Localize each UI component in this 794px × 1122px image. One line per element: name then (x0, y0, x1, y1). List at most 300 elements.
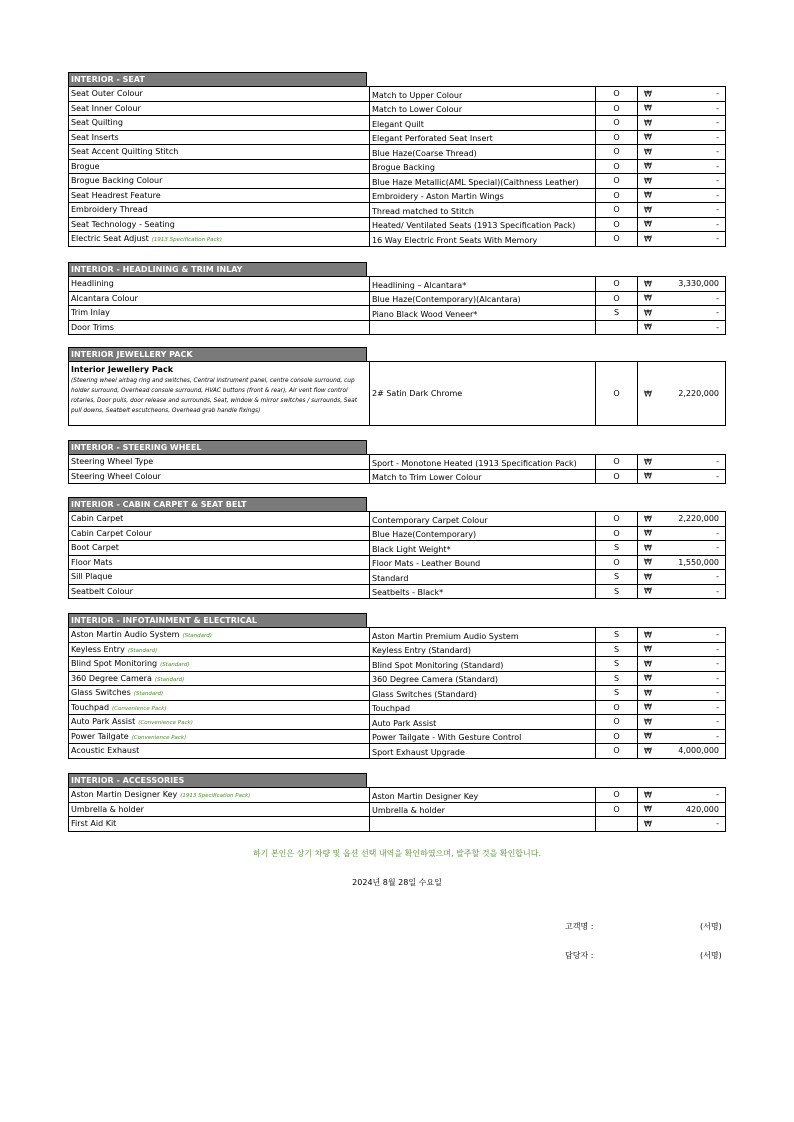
option-item-cell (69, 469, 370, 484)
table-row (69, 130, 726, 145)
option-choice: Match to Lower Colour (370, 101, 596, 116)
option-item-cell (69, 642, 370, 657)
option-item: Aston Martin Designer Key (71, 790, 178, 800)
won-symbol: ₩ (644, 543, 652, 553)
option-price-cell (638, 671, 726, 686)
option-code: O (596, 715, 638, 730)
table-row (69, 555, 726, 570)
option-price: - (716, 819, 719, 829)
option-item-cell (69, 174, 370, 189)
jewellery-item-cell (69, 362, 370, 426)
won-symbol: ₩ (644, 205, 652, 215)
option-price-cell (638, 188, 726, 203)
table-row (69, 306, 726, 321)
table-row (69, 628, 726, 643)
option-note: (Standard) (182, 633, 212, 640)
option-item: Glass Switches (71, 688, 131, 698)
option-item: Power Tailgate (71, 731, 129, 741)
option-item: Cabin Carpet (71, 514, 124, 524)
option-price: - (716, 161, 719, 171)
option-item: Blind Spot Monitoring (71, 659, 158, 669)
option-choice: Piano Black Wood Veneer* (370, 306, 596, 321)
option-price-cell (638, 555, 726, 570)
option-price-cell (638, 469, 726, 484)
option-item-cell (69, 817, 370, 832)
section-jewellery (68, 347, 725, 426)
option-item: Keyless Entry (71, 644, 125, 654)
option-code: O (596, 744, 638, 759)
option-choice (370, 817, 596, 832)
option-price: - (716, 132, 719, 142)
option-price: - (716, 322, 719, 332)
option-item-cell (69, 802, 370, 817)
option-price-cell (638, 291, 726, 306)
option-item-cell (69, 788, 370, 803)
option-code: S (596, 570, 638, 585)
table-row (69, 642, 726, 657)
section-title: INTERIOR - SEAT (68, 72, 367, 86)
option-choice: Standard (370, 570, 596, 585)
option-code: O (596, 277, 638, 292)
option-price: - (716, 644, 719, 654)
option-code: O (596, 455, 638, 470)
option-price-cell (638, 628, 726, 643)
option-item: Electric Seat Adjust (71, 234, 149, 244)
option-item: Seat Quilting (71, 118, 123, 128)
option-choice: Brogue Backing (370, 159, 596, 174)
option-choice: Elegant Perforated Seat Insert (370, 130, 596, 145)
option-choice: Heated/ Ventilated Seats (1913 Specification Pack) (370, 217, 596, 232)
won-symbol: ₩ (644, 147, 652, 157)
option-note: (1913 Specification Pack) (180, 793, 251, 800)
option-item-cell (69, 217, 370, 232)
option-price: - (716, 89, 719, 99)
won-symbol: ₩ (644, 457, 652, 467)
option-item-cell (69, 555, 370, 570)
option-note: (Standard) (154, 676, 185, 683)
table-row (69, 671, 726, 686)
section-title: INTERIOR - INFOTAINMENT & ELECTRICAL (68, 613, 367, 627)
table-row (69, 817, 726, 832)
option-item: Seatbelt Colour (71, 586, 133, 596)
option-item-cell (69, 320, 370, 335)
won-symbol: ₩ (644, 731, 652, 741)
option-note: (Convenience Pack) (112, 705, 167, 712)
option-code: O (596, 159, 638, 174)
option-price-cell (638, 642, 726, 657)
option-choice: Blue Haze(Coarse Thread) (370, 145, 596, 160)
option-choice: Contemporary Carpet Colour (370, 512, 596, 527)
option-price: - (716, 205, 719, 215)
jewellery-item-title: Interior Jewellery Pack (71, 365, 174, 374)
option-choice: Black Light Weight* (370, 541, 596, 556)
table-row (69, 217, 726, 232)
steering-table (68, 454, 726, 484)
option-code: S (596, 541, 638, 556)
won-symbol: ₩ (644, 702, 652, 712)
option-item: Aston Martin Audio System (71, 630, 180, 640)
option-price: 2,220,000 (678, 514, 719, 524)
option-item-cell (69, 101, 370, 116)
option-item-cell (69, 657, 370, 672)
table-row (69, 188, 726, 203)
option-price: 1,550,000 (678, 557, 719, 567)
option-item-cell (69, 526, 370, 541)
won-symbol: ₩ (644, 279, 652, 289)
option-item-cell (69, 232, 370, 247)
table-row (69, 570, 726, 585)
option-price-cell (638, 116, 726, 131)
option-item: Auto Park Assist (71, 717, 136, 727)
option-item-cell (69, 570, 370, 585)
option-choice: Sport - Monotone Heated (1913 Specification Pack) (370, 455, 596, 470)
won-symbol: ₩ (644, 219, 652, 229)
option-price-cell (638, 817, 726, 832)
option-item-cell (69, 159, 370, 174)
option-item-cell (69, 715, 370, 730)
option-choice: Umbrella & holder (370, 802, 596, 817)
option-item-cell (69, 277, 370, 292)
option-price-cell (638, 788, 726, 803)
option-code: S (596, 642, 638, 657)
option-item: Seat Accent Quilting Stitch (71, 147, 179, 157)
option-item-cell (69, 455, 370, 470)
option-item-cell (69, 130, 370, 145)
table-row (69, 584, 726, 599)
option-price-cell (638, 320, 726, 335)
won-symbol: ₩ (644, 389, 652, 398)
won-symbol: ₩ (644, 176, 652, 186)
table-row (69, 700, 726, 715)
option-price: - (716, 688, 719, 698)
option-note: (1913 Specification Pack) (151, 237, 222, 244)
option-price-cell (638, 203, 726, 218)
option-item: Seat Inserts (71, 132, 119, 142)
option-code (596, 320, 638, 335)
option-price: 420,000 (685, 804, 719, 814)
option-price: - (716, 717, 719, 727)
option-code: O (596, 217, 638, 232)
option-price-cell (638, 686, 726, 701)
option-choice: Seatbelts - Black* (370, 584, 596, 599)
option-choice: Floor Mats - Leather Bound (370, 555, 596, 570)
table-row (69, 715, 726, 730)
won-symbol: ₩ (644, 308, 652, 318)
option-price-cell (638, 541, 726, 556)
option-note: (Standard) (160, 662, 190, 669)
option-item-cell (69, 306, 370, 321)
option-price: - (716, 673, 719, 683)
seat-table (68, 86, 726, 247)
option-item-cell (69, 87, 370, 102)
table-row (69, 469, 726, 484)
option-code: S (596, 686, 638, 701)
option-item: Acoustic Exhaust (71, 746, 140, 756)
won-symbol: ₩ (644, 673, 652, 683)
option-price-cell (638, 130, 726, 145)
option-choice: Aston Martin Premium Audio System (370, 628, 596, 643)
option-price: - (716, 176, 719, 186)
table-row (69, 657, 726, 672)
option-price: - (716, 702, 719, 712)
confirmation-statement: 하기 본인은 상기 차량 및 옵션 선택 내역을 확인하였으며, 발주할 것을 확인합니다. (252, 849, 542, 858)
table-row (69, 159, 726, 174)
won-symbol: ₩ (644, 746, 652, 756)
option-item-cell (69, 686, 370, 701)
option-item: Steering Wheel Colour (71, 471, 161, 481)
won-symbol: ₩ (644, 132, 652, 142)
section-infotainment (68, 613, 725, 759)
option-choice: Sport Exhaust Upgrade (370, 744, 596, 759)
jewellery-table (68, 361, 726, 426)
table-row (69, 744, 726, 759)
option-choice: Aston Martin Designer Key (370, 788, 596, 803)
option-note: (Convenience Pack) (138, 720, 193, 727)
option-item: Trim Inlay (71, 308, 110, 318)
won-symbol: ₩ (644, 557, 652, 567)
customer-label: 고객명 : (565, 922, 594, 931)
option-item: Floor Mats (71, 557, 113, 567)
option-choice: 16 Way Electric Front Seats With Memory (370, 232, 596, 247)
option-price: - (716, 471, 719, 481)
option-choice: Blue Haze Metallic(AML Special)(Caithness Leather) (370, 174, 596, 189)
customer-signature-placeholder: (서명) (700, 922, 722, 931)
won-symbol: ₩ (644, 161, 652, 171)
option-item: Seat Outer Colour (71, 89, 143, 99)
option-choice: Match to Upper Colour (370, 87, 596, 102)
carpet-table (68, 511, 726, 599)
won-symbol: ₩ (644, 717, 652, 727)
infotainment-table (68, 627, 726, 759)
option-price-cell (638, 584, 726, 599)
option-note: (Standard) (127, 647, 158, 654)
option-price: 4,000,000 (678, 746, 719, 756)
option-price: - (716, 457, 719, 467)
option-choice: Blind Spot Monitoring (Standard) (370, 657, 596, 672)
option-price-cell (638, 744, 726, 759)
option-code: O (596, 729, 638, 744)
option-code: O (596, 116, 638, 131)
option-price: - (716, 630, 719, 640)
won-symbol: ₩ (644, 89, 652, 99)
option-item-cell (69, 671, 370, 686)
table-row (69, 788, 726, 803)
option-price: - (716, 572, 719, 582)
table-row (69, 87, 726, 102)
option-code: O (596, 174, 638, 189)
table-row (69, 291, 726, 306)
option-item-cell (69, 700, 370, 715)
table-row (69, 541, 726, 556)
table-row (69, 455, 726, 470)
option-choice: Blue Haze(Contemporary)(Alcantara) (370, 291, 596, 306)
option-item-cell (69, 512, 370, 527)
option-code (596, 817, 638, 832)
option-price: - (716, 103, 719, 113)
option-item: Sill Plaque (71, 572, 113, 582)
option-code: S (596, 306, 638, 321)
option-item: Seat Inner Colour (71, 103, 141, 113)
option-item: Headlining (71, 279, 114, 289)
option-choice: Elegant Quilt (370, 116, 596, 131)
table-row (69, 174, 726, 189)
table-row (69, 729, 726, 744)
option-price-cell (638, 217, 726, 232)
table-row (69, 145, 726, 160)
option-code: O (596, 87, 638, 102)
option-choice: Touchpad (370, 700, 596, 715)
option-price-cell (638, 306, 726, 321)
option-price: - (716, 293, 719, 303)
option-price: 3,330,000 (678, 279, 719, 289)
won-symbol: ₩ (644, 103, 652, 113)
section-title: INTERIOR - CABIN CARPET & SEAT BELT (68, 497, 367, 511)
option-item: Seat Headrest Feature (71, 190, 161, 200)
option-price-cell (638, 570, 726, 585)
section-title: INTERIOR JEWELLERY PACK (68, 347, 367, 361)
table-row (69, 277, 726, 292)
option-choice: Headlining – Alcantara* (370, 277, 596, 292)
option-item-cell (69, 584, 370, 599)
option-note: (Convenience Pack) (131, 734, 187, 741)
option-code: O (596, 555, 638, 570)
won-symbol: ₩ (644, 572, 652, 582)
option-price-cell (638, 729, 726, 744)
option-code: O (596, 469, 638, 484)
option-choice: Power Tailgate - With Gesture Control (370, 729, 596, 744)
table-row (69, 802, 726, 817)
option-price: - (716, 731, 719, 741)
won-symbol: ₩ (644, 234, 652, 244)
option-price-cell (638, 700, 726, 715)
option-item-cell (69, 744, 370, 759)
won-symbol: ₩ (644, 790, 652, 800)
won-symbol: ₩ (644, 688, 652, 698)
won-symbol: ₩ (644, 819, 652, 829)
table-row (69, 101, 726, 116)
option-price-cell (638, 277, 726, 292)
won-symbol: ₩ (644, 644, 652, 654)
option-note: (Standard) (133, 691, 164, 698)
table-row (69, 526, 726, 541)
option-item: Seat Technology - Seating (71, 219, 175, 229)
option-code: O (596, 188, 638, 203)
option-item-cell (69, 628, 370, 643)
option-price-cell (638, 802, 726, 817)
section-headlining (68, 262, 725, 335)
option-item: 360 Degree Camera (71, 673, 152, 683)
won-symbol: ₩ (644, 118, 652, 128)
option-item: Brogue (71, 161, 100, 171)
won-symbol: ₩ (644, 514, 652, 524)
option-item: First Aid Kit (71, 819, 117, 829)
option-choice: Embroidery - Aston Martin Wings (370, 188, 596, 203)
option-code: O (596, 291, 638, 306)
option-code: O (596, 512, 638, 527)
jewellery-code: O (596, 362, 638, 426)
option-choice: 360 Degree Camera (Standard) (370, 671, 596, 686)
option-code: O (596, 101, 638, 116)
option-item-cell (69, 291, 370, 306)
jewellery-item-description: (Steering wheel airbag ring and switches, Central instrument panel, centre console surround, cup holder surround, Overhead console surround, HVAC buttons (front & rear), Air vent flow control rotaries, Door pulls, door release and surrounds, Seat, window & mirror switches / surrounds, Seat pull downs, Seatbelt escutcheons, Overhead grab handle fixings) (71, 378, 357, 414)
option-price: - (716, 147, 719, 157)
option-item-cell (69, 145, 370, 160)
table-row (69, 320, 726, 335)
table-row (69, 686, 726, 701)
option-item-cell (69, 116, 370, 131)
option-price: - (716, 234, 719, 244)
option-choice: Auto Park Assist (370, 715, 596, 730)
option-item-cell (69, 203, 370, 218)
option-item: Embroidery Thread (71, 205, 148, 215)
option-price: - (716, 190, 719, 200)
won-symbol: ₩ (644, 586, 652, 596)
option-price-cell (638, 87, 726, 102)
option-choice: Glass Switches (Standard) (370, 686, 596, 701)
option-item: Cabin Carpet Colour (71, 528, 152, 538)
table-row (69, 203, 726, 218)
section-carpet (68, 497, 725, 599)
won-symbol: ₩ (644, 190, 652, 200)
option-item: Boot Carpet (71, 543, 119, 553)
option-price-cell (638, 526, 726, 541)
option-price-cell (638, 174, 726, 189)
option-code: O (596, 130, 638, 145)
option-item: Steering Wheel Type (71, 457, 154, 467)
option-item: Alcantara Colour (71, 293, 138, 303)
section-title: INTERIOR - HEADLINING & TRIM INLAY (68, 262, 367, 276)
option-code: O (596, 145, 638, 160)
section-title: INTERIOR - ACCESSORIES (68, 773, 367, 787)
option-price: - (716, 528, 719, 538)
won-symbol: ₩ (644, 293, 652, 303)
option-choice: Blue Haze(Contemporary) (370, 526, 596, 541)
table-row (69, 232, 726, 247)
section-title: INTERIOR - STEERING WHEEL (68, 440, 367, 454)
option-code: O (596, 203, 638, 218)
option-code: S (596, 671, 638, 686)
option-choice: Keyless Entry (Standard) (370, 642, 596, 657)
option-code: S (596, 628, 638, 643)
option-code: S (596, 657, 638, 672)
option-choice (370, 320, 596, 335)
option-price-cell (638, 715, 726, 730)
option-item: Touchpad (71, 702, 110, 712)
option-code: O (596, 802, 638, 817)
jewellery-choice: 2# Satin Dark Chrome (370, 362, 596, 426)
option-price-cell (638, 232, 726, 247)
option-item: Umbrella & holder (71, 804, 144, 814)
document-date: 2024년 8월 28일 수요일 (352, 878, 442, 887)
option-price-cell (638, 657, 726, 672)
jewellery-price: 2,220,000 (678, 389, 719, 398)
table-row (69, 512, 726, 527)
option-choice: Match to Trim Lower Colour (370, 469, 596, 484)
option-choice: Thread matched to Stitch (370, 203, 596, 218)
option-code: S (596, 584, 638, 599)
table-row (69, 362, 726, 426)
won-symbol: ₩ (644, 528, 652, 538)
option-price-cell (638, 455, 726, 470)
option-item: Brogue Backing Colour (71, 176, 163, 186)
option-code: O (596, 526, 638, 541)
option-code: O (596, 700, 638, 715)
option-item-cell (69, 188, 370, 203)
won-symbol: ₩ (644, 322, 652, 332)
won-symbol: ₩ (644, 471, 652, 481)
option-price: - (716, 308, 719, 318)
jewellery-price-cell (638, 362, 726, 426)
